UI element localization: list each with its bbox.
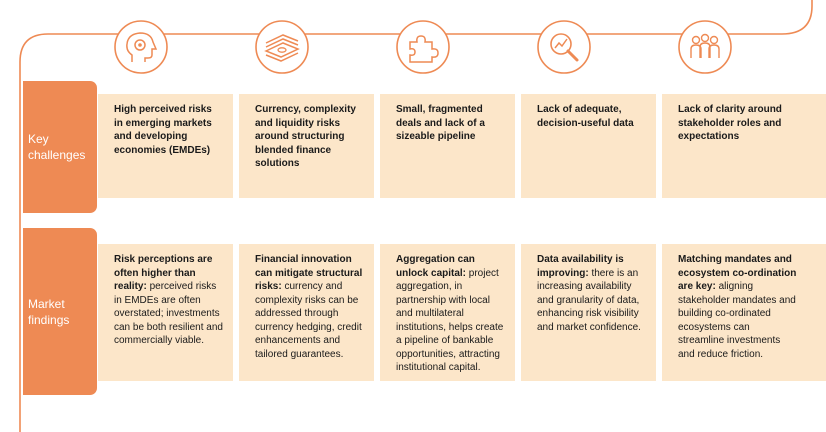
finding-cell — [662, 244, 826, 381]
finding-lead: Financial innovation can mitigate structural risks: — [255, 254, 363, 292]
finding-cell — [98, 244, 233, 381]
challenge-text: Currency, complexity and liquidity risks around structuring blended finance solutions — [255, 104, 356, 169]
chart-magnifier-icon — [535, 18, 593, 76]
finding-body: currency and complexity risks can be addressed through currency hedging, credit enhancements and tailored guarantees. — [255, 281, 362, 360]
row-label-market-findings — [23, 228, 97, 395]
finding-lead: Risk perceptions are often higher than reality: — [114, 254, 213, 292]
finding-cell — [380, 244, 515, 381]
puzzle-piece-icon — [394, 18, 452, 76]
challenge-cell — [239, 94, 374, 198]
challenge-cell — [662, 94, 826, 198]
row-label-key-challenges — [23, 81, 97, 213]
finding-body: project aggregation, in partnership with local and multilateral institutions, helps create a pipeline of bankable opportunities, attracting institutional capital. — [396, 267, 504, 373]
finding-cell — [239, 244, 374, 381]
challenge-text: Small, fragmented deals and lack of a sizeable pipeline — [396, 104, 485, 142]
finding-cell — [521, 244, 656, 381]
cash-stack-icon — [253, 18, 311, 76]
finding-lead: Matching mandates and ecosystem co-ordination are key: — [678, 254, 797, 292]
row-label-text: Key challenges — [28, 132, 86, 162]
finding-body: there is an increasing availability and granularity of data, enhancing risk visibility and market confidence. — [537, 267, 641, 333]
challenge-cell — [98, 94, 233, 198]
challenge-cell — [380, 94, 515, 198]
challenge-text: High perceived risks in emerging markets and developing economies (EMDEs) — [114, 104, 212, 156]
finding-lead: Data availability is improving: — [537, 254, 624, 279]
finding-body: perceived risks in EMDEs are often overstated; investments can be both resilient and commercially viable. — [114, 281, 223, 346]
finding-lead: Aggregation can unlock capital: — [396, 254, 475, 279]
finding-body: aligning stakeholder mandates and building co-ordinated ecosystems can streamline investments and reduce friction. — [678, 281, 796, 360]
head-gear-icon — [112, 18, 170, 76]
row-label-text: Market findings — [28, 296, 70, 327]
challenge-cell — [521, 94, 656, 198]
challenge-text: Lack of clarity around stakeholder roles and expectations — [678, 104, 782, 142]
stakeholder-group-icon — [676, 18, 734, 76]
challenge-text: Lack of adequate, decision-useful data — [537, 104, 634, 129]
